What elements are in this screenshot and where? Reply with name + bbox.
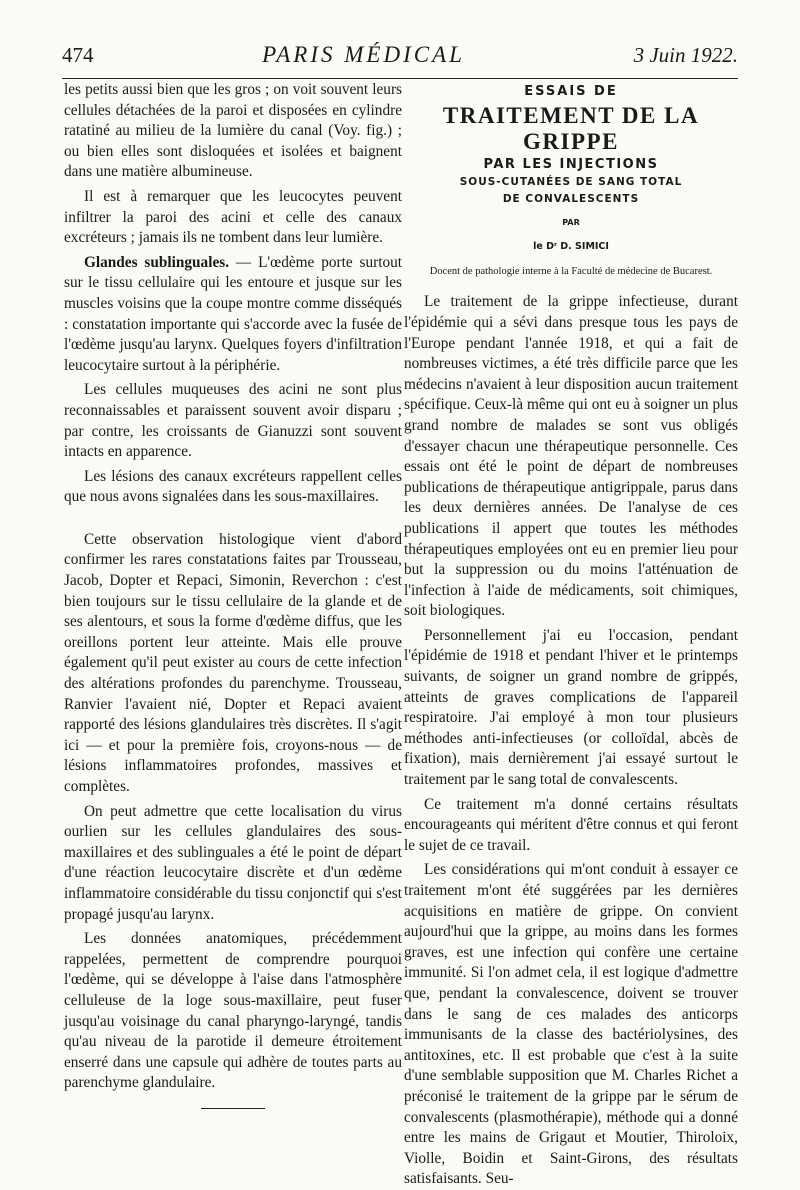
paragraph: On peut admettre que cette localisation du virus ourlien sur les cellules glandulaires des sous-maxillaires et des sublinguales a été le point de départ d'une réaction leucocytaire discrète et d'un œdème inflammatoire considérable du tissu conjonctif qui s'est propagé jusqu'au larynx. [64, 802, 402, 923]
run-in-title: Glandes sublinguales. [84, 253, 230, 271]
section-end-rule [201, 1108, 265, 1109]
paragraph: Cette observation histologique vient d'abord confirmer les rares constatations faites par Trousseau, Jacob, Dopter et Repaci, Simonin, Reverchon : c'est bien toujours sur le tissu cellulaire de la glande et de ses alentours, et sous la forme d'œdème diffus, que les oreillons portent leur atteinte. Mais elle prouve également qu'il peut exister au cours de cette infection des altérations profondes du parenchyme. Trousseau, Ranvier l'avaient nié, Dopter et Repaci avaient rapporté des lésions glandulaires très discrètes. Il s'agit ici — et pour la première fois, croyons-nous — de lésions inflammatoires profondes, massives et complètes. [64, 530, 402, 795]
article-title-line-1: ESSAIS DE [524, 84, 618, 99]
article-title-line-3: PAR LES INJECTIONS [483, 156, 659, 172]
paragraph: Les cellules muqueuses des acini ne sont plus reconnaissables et paraissent souvent avoir disparu ; par contre, les croissants de Gianuzzi sont souvent intacts en apparence. [64, 381, 402, 461]
paragraph: les petits aussi bien que les gros ; on voit souvent leurs cellules détachées de la paroi et disposées en cylindre ratatiné au milieu de la lumière du canal (Voy. fig.) ; ou bien elles sont disloquées et isolées et baignent dans une matière albumineuse. [64, 81, 402, 181]
page-number: 474 [62, 43, 94, 67]
author: le Dʳ D. SIMICI [533, 241, 609, 253]
paragraph: Les données anatomiques, précédemment rappelées, permettent de comprendre pourquoi l'œdème, qui se développe à l'aise dans l'atmosphère celluleuse de la loge sous-maxillaire, peut fuser jusqu'au voisinage du canal pharyngo-laryngé, tandis qu'au niveau de la parotide il demeure étroitement enserré dans une capsule qui adhère de toutes parts au parenchyme glandulaire. [64, 930, 402, 1092]
paragraph-sublinguales [64, 253, 402, 377]
paragraph: Le traitement de la grippe infectieuse, durant l'épidémie qui a sévi dans presque tous les pays de l'Europe pendant l'année 1918, et qui a fait de nombreuses victimes, a été très difficile parce que les médecins n'avaient à leur disposition aucun traitement spécifique. Ceux-là même qui ont eu à soigner un plus grand nombre de malades se sont vus obligés d'essayer chacun une thérapeutique personnelle. Ces essais ont été le point de départ de nombreuses publications de thérapeutique antigrippale, parus dans les deux dernières années. De l'analyse de ces publications il appert que toutes les méthodes thérapeutiques employées ont eu en premier lieu pour but la suppression ou du moins l'atténuation de l'infection à l'aide de médicaments, soit chimiques, soit biologiques. [404, 293, 738, 620]
paragraph: Les lésions des canaux excréteurs rappellent celles que nous avons signalées dans les sous-maxillaires. [64, 467, 402, 506]
affiliation: Docent de pathologie interne à la Faculté de médecine de Bucarest. [429, 265, 713, 277]
paragraph: Il est à remarquer que les leucocytes peuvent infiltrer la paroi des acini et celle des canaux excréteurs ; jamais ils ne tombent dans leur lumière. [64, 187, 402, 247]
left-column [64, 80, 402, 1109]
article-title-line-2: TRAITEMENT DE LA GRIPPE [442, 102, 700, 154]
page-header [62, 42, 738, 79]
issue-date: 3 Juin 1922. [633, 43, 738, 67]
paragraph: Les considérations qui m'ont conduit à essayer ce traitement m'ont été suggérées par les dernières acquisitions en matière de grippe. On convient aujourd'hui que la grippe, au moins dans les formes graves, est une infection qui confère une certaine immunité. Si l'on admet cela, il est logique d'admettre que, pendant la convalescence, doivent se trouver dans le sang de ces malades des anticorps immunisants de la classe des bactériolysines, des antitoxines, etc. Il est probable que c'est à la suite d'une semblable supposition que M. Charles Richet a préconisé le traitement de la grippe par le sérum de convalescents (plasmothérapie), méthode qui a donné entre les mains de Grigaut et Moutier, Thiroloix, Violle, Boidin et Saint-Girons, des résultats satisfaisants. Seu- [404, 861, 738, 1188]
paragraph: Ce traitement m'a donné certains résultats encourageants qui méritent d'être connus et qui feront le sujet de ce travail. [404, 795, 738, 854]
paragraph-text: — L'œdème porte surtout sur le tissu cellulaire qui les entoure et jusque sur les muscles voisins que la coupe montre comme disséqués : constatation importante qui s'accorde avec la fusée de l'œdème jusqu'au larynx. Quelques foyers d'infiltration leucocytaire surtout à la périphérie. [64, 253, 402, 374]
paragraph: Personnellement j'ai eu l'occasion, pendant l'épidémie de 1918 et pendant l'hiver et le printemps suivants, de soigner un grand nombre de grippés, atteints de graves complications de l'appareil respiratoire. J'ai employé à mon tour plusieurs méthodes anti-infectieuses (or colloïdal, abcès de fixation), mais dernièrement j'ai essayé surtout le traitement par le sang total de convalescents. [404, 626, 738, 789]
article-heading [404, 82, 738, 282]
by-line: PAR [562, 217, 580, 227]
article-title-line-5: DE CONVALESCENTS [502, 192, 640, 205]
journal-title: PARIS MÉDICAL [262, 42, 465, 67]
article-title-line-4: SOUS-CUTANÉES DE SANG TOTAL [459, 175, 683, 188]
right-column [404, 80, 738, 1190]
